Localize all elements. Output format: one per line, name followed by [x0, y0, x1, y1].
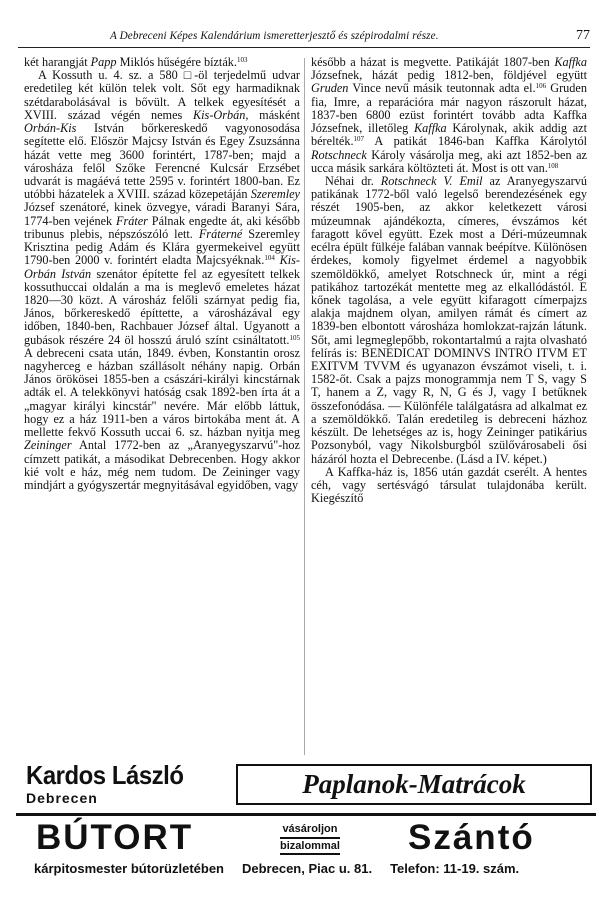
text-run: A Kaffka-ház is, 1856 után gazdát cserélt. A hentes céh, vagy sertésvágó társulat tulajdonába került. Kiegészítő [311, 464, 587, 506]
ad-kardos-city: Debrecen [26, 790, 98, 806]
footnote-ref: 106 [535, 82, 547, 91]
header-rule [18, 47, 590, 48]
ad-szanto-tagline [280, 822, 340, 855]
emphasis: Fráterné [198, 226, 243, 241]
footnote-ref: 105 [289, 333, 300, 342]
text-run: A patikát 1846-ban Kaffka Károlytól [364, 134, 587, 149]
paragraph [24, 69, 300, 492]
ad-divider-line [16, 813, 596, 816]
ad-szanto-phone: Telefon: 11-19. szám. [390, 861, 520, 876]
ad-szanto-footer [34, 861, 594, 876]
emphasis: Gruden [311, 81, 349, 96]
ad-szanto-tagline-2: bizalommal [280, 837, 340, 855]
footnote-ref: 108 [547, 161, 559, 170]
emphasis: Rotschneck [311, 147, 367, 162]
page-number: 77 [576, 28, 590, 43]
running-header [18, 28, 590, 48]
text-run: szenátor építette fel az egyesített telkek kossuthuccai oldalán a ma is meglevő emeletes házat 1820—30 közt. A városház felőli szárnyat pedig fia, János, bőrkereskedő építtette, a városházával egy időben, 1840-ben, Rachbauer József által. Ugyanott a gubások részére 24 öl hosszú áruló színt csináltatott. [24, 266, 300, 347]
emphasis: Zeininger [24, 438, 72, 453]
emphasis: Orbán-Kis [24, 121, 77, 136]
ad-szanto-address: Debrecen, Piac u. 81. [242, 861, 373, 876]
footnote-ref: 107 [353, 135, 365, 144]
emphasis: Kis-Orbán [192, 107, 246, 122]
ad-szanto-occupation: kárpitosmester bútorüzletében [34, 861, 224, 876]
emphasis: Kaffka [414, 121, 447, 136]
emphasis: Rotschneck V. Emil [380, 173, 483, 188]
footnote-ref: 103 [236, 56, 248, 64]
text-run: Józsefnek, házát pedig 1812-ben, földjével együtt [311, 68, 587, 83]
text-run: Vince nevű másik teutonnak adta el. [348, 81, 536, 96]
text-run: A Kossuth u. 4. sz. a 580 □-öl terjedelmű udvar eredetileg két külön telek volt. Sőt egy harmadiknak szétdarabolásával is bővült. A telkek egyesítését a XVIII. század végén nemes [24, 68, 300, 122]
paragraph [311, 175, 587, 466]
text-run: Károly vásárolja meg, aki azt 1852-ben az ucca másik sarkára költözteti át. Most is ott van. [311, 147, 587, 175]
text-run: József szenátoré, kinek özvegye, váradi Baranyi Sára, 1774-ben vejének [24, 200, 300, 228]
text-run: Néhai dr. [325, 173, 381, 188]
text-run: Gruden fia, Imre, a reparációra már nagyon rászorult házat, 1837-ben 6800 ezüst forintért tovább adta Kaffka Józsefnek, illetőleg [311, 81, 587, 136]
text-run: az Aranyegyszarvú patikának 1772-ből való legelső berendezésének egy részét 1905-ben, az akkor keletkezett városi múzeumnak ajándékozta, címeres, évszámos két faragott kővel együtt. Ezek most a Déri-múzeumnak ecélra épült fülkéje falában vannak beépítve. Különösen érdekes, komoly figyelmet érdemel a nagyobbik szemöldökkő, amelyet Rotschneck úr, mint a régi patikához tartozékát mentette meg az elkallódástól. E kőnek tagolása, a vele együtt kifaragott címerpajzs alakja majdnem olyan, amilyen rámát és címert az 1839-ben elbontott városháza homlokzat-rajzán látunk. Sőt, ami legmeglepőbb, rokontartalmú a rajta olvasható felírás is: BENEDICAT DOMINVS INTRO ITVM ET EXITVM TVVM és ugyanazon évszámot viseli, t. i. 1582-őt. Csak a pajzs monogrammja nem T S, vagy S T, hanem a Z, vagy R, N, G és J, vagy I betűknek összefonódása. — Különféle találgatásra ad alkalmat ez a szemöldökkő. Talán eredetileg is debreceni házhoz készült. De lehetséges az is, hogy Zeininger patikárius Pozsonyból, vagy Nikolsburgból szülővárosabeli ősi házáról hozta el Debrecenbe. (Lásd a IV. képet.) [311, 173, 587, 466]
right-column [311, 56, 587, 505]
left-column [24, 56, 300, 492]
emphasis: Kaffka [554, 55, 587, 69]
text-run: Miklós hűségére bízták. [116, 55, 237, 69]
ad-szanto-name: Szántó [408, 818, 535, 857]
advertisement-kardos [16, 760, 596, 811]
text-run: Pálnak engedte át, aki később tribunus plebis, népszószóló lett. [24, 213, 300, 241]
ad-kardos-product-box [236, 764, 592, 805]
header-title: A Debreceni Képes Kalendárium ismeretterjesztő és szépirodalmi része. [110, 30, 439, 42]
ad-szanto-tagline-1: vásároljon [282, 823, 338, 835]
text-run: István bőrkereskedő vagyonosodása segítette elő. Először Majcsy István és Egey Zsuzsánna házát vette meg 3600 forintért, 1787-ben; majd a városháza felől Szőke Ferencné Kulcsár Erzsébet udvarát is magáévá tette 2595 v. forintért 1800-ban. Ez utóbbi házatelek a XVIII. század közepetáján [24, 121, 300, 202]
emphasis: Szeremley [250, 187, 300, 202]
emphasis: Papp [90, 55, 117, 69]
column-divider [304, 58, 305, 755]
text-run: Szeremley Krisztina pedig Adám és Klára gyermekeivel együtt 1790-ben 2000 v. forintért eladta Majcsyéknak. [24, 226, 300, 268]
text-run: A debreceni csata után, 1849. évben, Konstantin orosz nagyherceg e házban szállásolt néhány napig. Orbán János örökösei 1855-ben a császári-királyi kincstárnak adták el. A telekkönyvi hatóság csak 1892-ben írta át a „magyar királyi kincstár" nevére. Már előbb láttuk, hogy ez a ház 1911-ben a város birtokába ment át. A mellette fekvő Kossuth uccai 6. sz. házban nyitja meg [24, 345, 300, 440]
text-run: később a házat is megvette. Patikáját 1807-ben [311, 55, 555, 69]
paragraph [311, 466, 587, 506]
ad-kardos-name: Kardos László [26, 760, 184, 790]
text-run: két harangját [24, 55, 91, 69]
emphasis: Fráter [115, 213, 148, 228]
paragraph [311, 56, 587, 175]
text-run: Antal 1772-ben az „Aranyegyszarvú"-hoz címzett patikát, a másodikat Debrecenben. Hogy akkor kié volt e ház, még nem tudom. De Zeininger vagy mindjárt a gyógyszertár megnyitásával egyidőben, vagy [24, 438, 300, 492]
ad-kardos-product: Paplanok-Matrácok [302, 769, 526, 799]
advertisement-szanto [16, 820, 596, 880]
text-run: Károlynak, akik addig azt bérelték. [311, 121, 587, 149]
emphasis: Kis-Orbán István [24, 253, 300, 281]
footnote-ref: 104 [264, 254, 275, 263]
text-run: , másként [245, 107, 300, 122]
ad-szanto-brand: BÚTORT [36, 818, 194, 857]
